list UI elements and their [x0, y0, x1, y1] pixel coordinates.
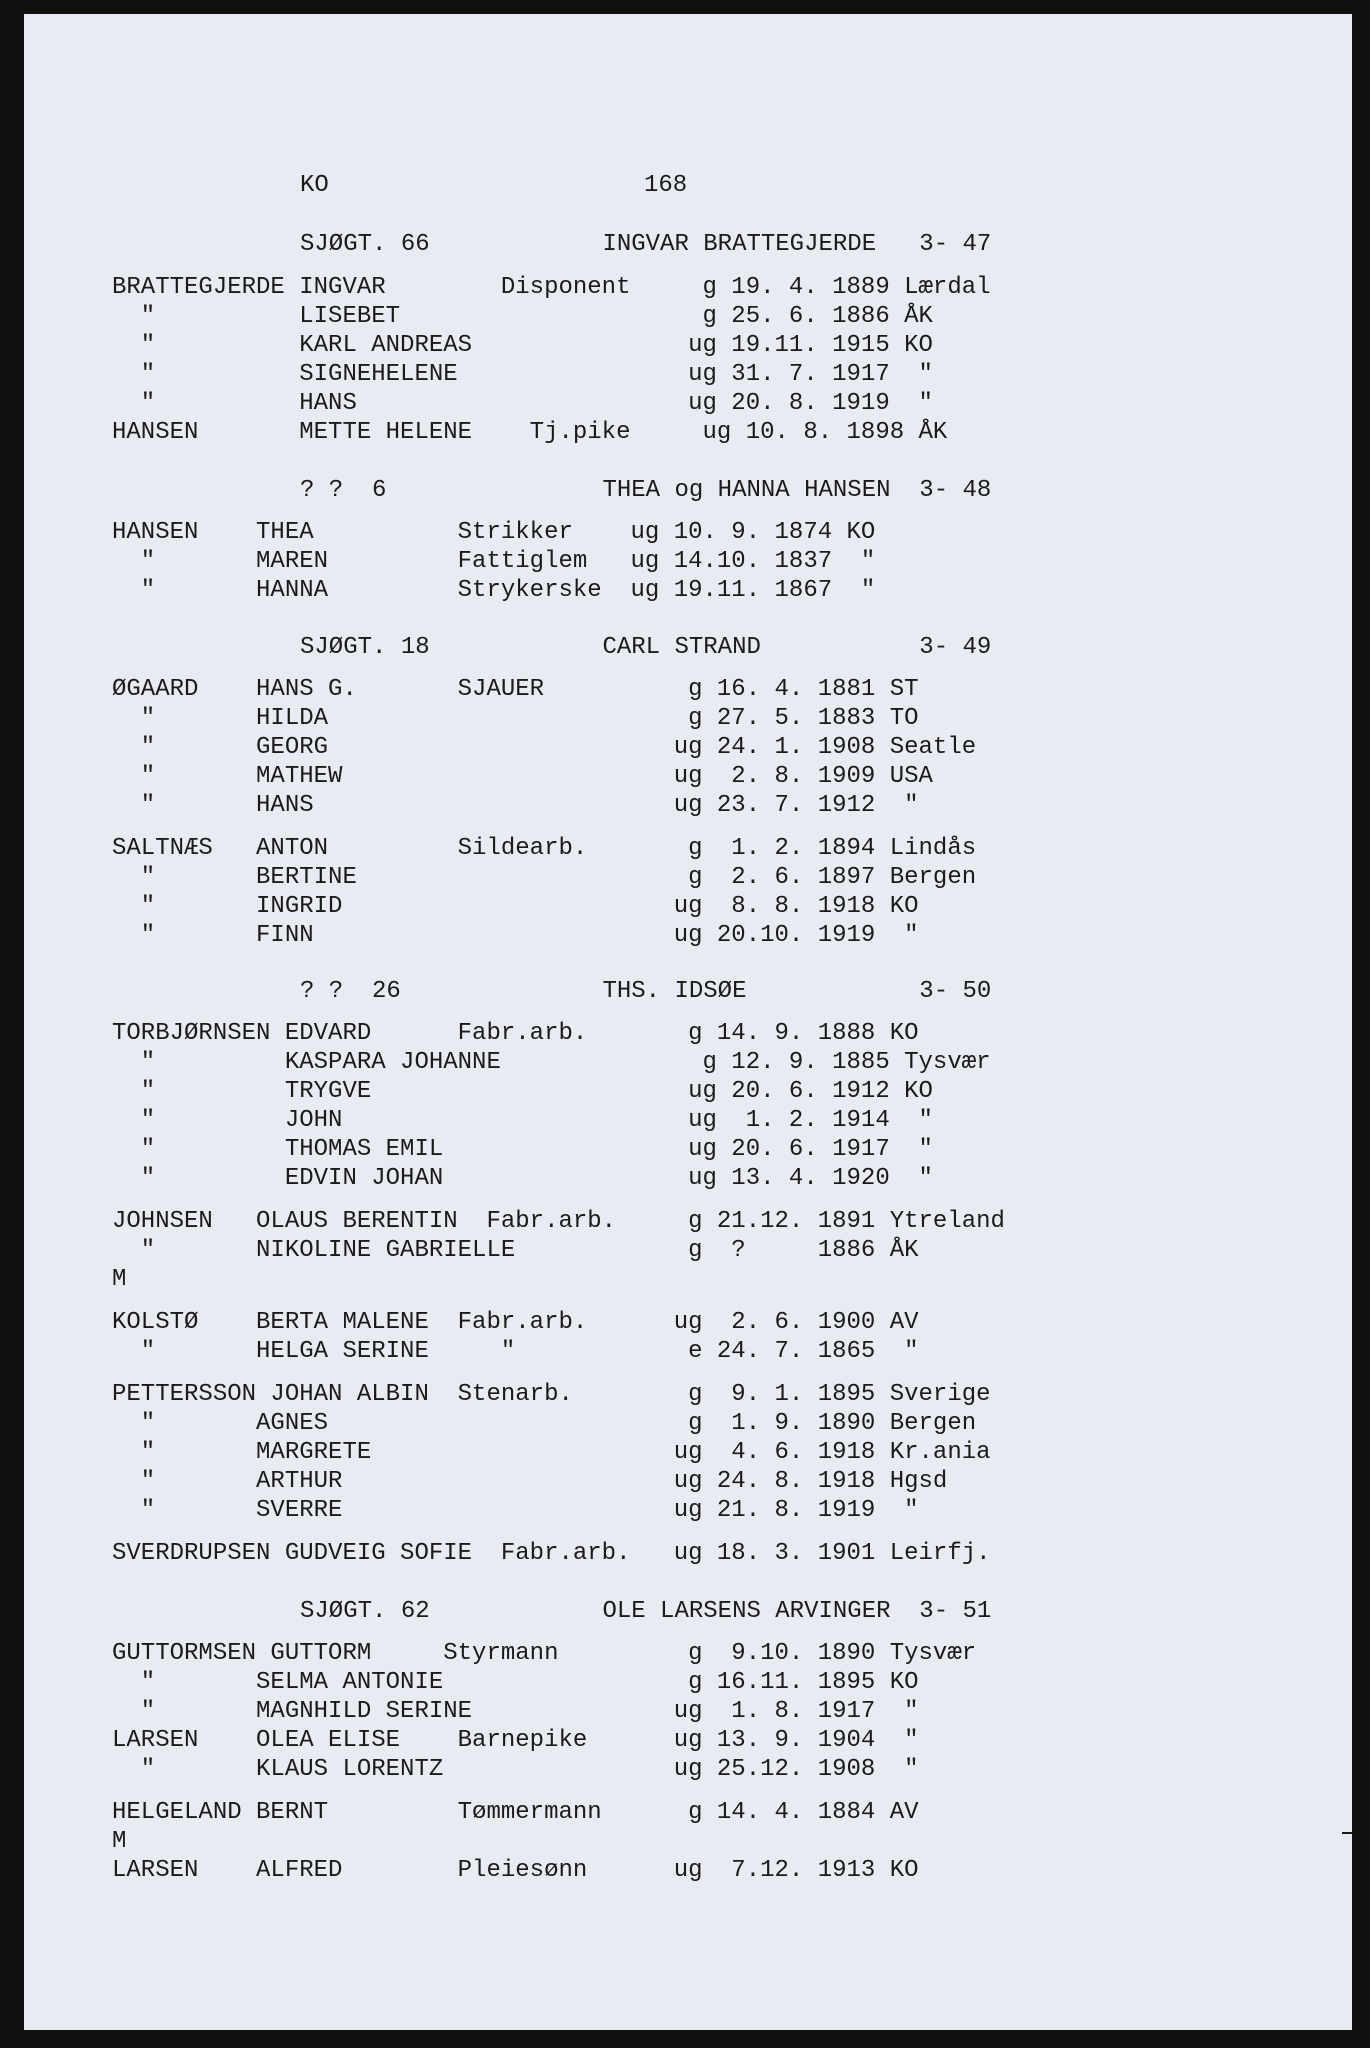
record-line: HANSEN THEA Strikker ug 10. 9. 1874 KO [112, 519, 876, 546]
record-line: KOLSTØ BERTA MALENE Fabr.arb. ug 2. 6. 1900 AV [112, 1309, 919, 1336]
header-left: KO [300, 172, 329, 199]
record-line: " THOMAS EMIL ug 20. 6. 1917 " [112, 1136, 933, 1163]
record-line: LARSEN ALFRED Pleiesønn ug 7.12. 1913 KO [112, 1857, 919, 1884]
record-line: M [112, 1266, 127, 1293]
margin-tick [1342, 1832, 1352, 1834]
record-line: " GEORG ug 24. 1. 1908 Seatle [112, 734, 977, 761]
record-line: " ARTHUR ug 24. 8. 1918 Hgsd [112, 1468, 948, 1495]
record-line: GUTTORMSEN GUTTORM Styrmann g 9.10. 1890 Tysvær [112, 1640, 977, 1667]
record-line: " MAGNHILD SERINE ug 1. 8. 1917 " [112, 1698, 919, 1725]
section-heading: SJØGT. 66 INGVAR BRATTEGJERDE 3- 47 [300, 231, 992, 258]
record-line: " SIGNEHELENE ug 31. 7. 1917 " [112, 361, 933, 388]
record-line: HELGELAND BERNT Tømmermann g 14. 4. 1884 AV [112, 1799, 919, 1826]
record-line: " BERTINE g 2. 6. 1897 Bergen [112, 864, 977, 891]
section-heading: ? ? 6 THEA og HANNA HANSEN 3- 48 [300, 477, 992, 504]
record-line: " JOHN ug 1. 2. 1914 " [112, 1107, 933, 1134]
record-line: " FINN ug 20.10. 1919 " [112, 922, 919, 949]
record-line: " MATHEW ug 2. 8. 1909 USA [112, 763, 933, 790]
record-line: M [112, 1828, 127, 1855]
document-page [24, 14, 1352, 2030]
record-line: " SVERRE ug 21. 8. 1919 " [112, 1497, 919, 1524]
record-line: SALTNÆS ANTON Sildearb. g 1. 2. 1894 Lindås [112, 835, 977, 862]
page-number: 168 [644, 172, 688, 199]
record-line: " TRYGVE ug 20. 6. 1912 KO [112, 1078, 933, 1105]
record-line: " MAREN Fattiglem ug 14.10. 1837 " [112, 548, 876, 575]
record-line: " HILDA g 27. 5. 1883 TO [112, 705, 919, 732]
record-line: " HANS ug 23. 7. 1912 " [112, 792, 919, 819]
record-line: " EDVIN JOHAN ug 13. 4. 1920 " [112, 1165, 933, 1192]
record-line: " KLAUS LORENTZ ug 25.12. 1908 " [112, 1756, 919, 1783]
section-heading: SJØGT. 62 OLE LARSENS ARVINGER 3- 51 [300, 1598, 992, 1625]
record-line: HANSEN METTE HELENE Tj.pike ug 10. 8. 1898 ÅK [112, 419, 948, 446]
record-line: " NIKOLINE GABRIELLE g ? 1886 ÅK [112, 1237, 919, 1264]
record-line: " KARL ANDREAS ug 19.11. 1915 KO [112, 332, 933, 359]
record-line: ØGAARD HANS G. SJAUER g 16. 4. 1881 ST [112, 676, 919, 703]
record-line: " AGNES g 1. 9. 1890 Bergen [112, 1410, 977, 1437]
record-line: " HANS ug 20. 8. 1919 " [112, 390, 933, 417]
record-line: " INGRID ug 8. 8. 1918 KO [112, 893, 919, 920]
record-line: " LISEBET g 25. 6. 1886 ÅK [112, 303, 933, 330]
section-heading: ? ? 26 THS. IDSØE 3- 50 [300, 978, 992, 1005]
record-line: " HELGA SERINE " e 24. 7. 1865 " [112, 1338, 919, 1365]
record-line: TORBJØRNSEN EDVARD Fabr.arb. g 14. 9. 1888 KO [112, 1020, 919, 1047]
record-line: " HANNA Strykerske ug 19.11. 1867 " [112, 577, 876, 604]
record-line: SVERDRUPSEN GUDVEIG SOFIE Fabr.arb. ug 18. 3. 1901 Leirfj. [112, 1540, 991, 1567]
record-line: BRATTEGJERDE INGVAR Disponent g 19. 4. 1889 Lærdal [112, 274, 991, 301]
section-heading: SJØGT. 18 CARL STRAND 3- 49 [300, 634, 992, 661]
record-line: " MARGRETE ug 4. 6. 1918 Kr.ania [112, 1439, 991, 1466]
record-line: " SELMA ANTONIE g 16.11. 1895 KO [112, 1669, 919, 1696]
record-line: PETTERSSON JOHAN ALBIN Stenarb. g 9. 1. 1895 Sverige [112, 1381, 991, 1408]
record-line: LARSEN OLEA ELISE Barnepike ug 13. 9. 1904 " [112, 1727, 919, 1754]
record-line: JOHNSEN OLAUS BERENTIN Fabr.arb. g 21.12. 1891 Ytreland [112, 1208, 1005, 1235]
record-line: " KASPARA JOHANNE g 12. 9. 1885 Tysvær [112, 1049, 991, 1076]
